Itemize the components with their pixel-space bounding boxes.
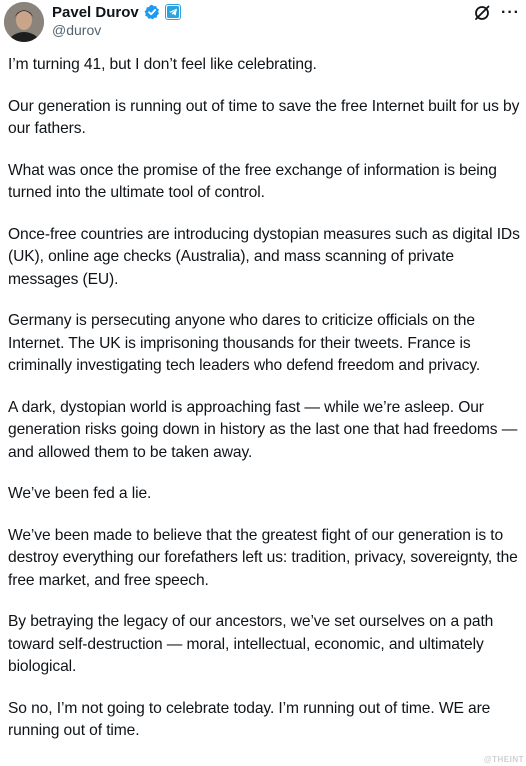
post-paragraph: I’m turning 41, but I don’t feel like celebrating. — [8, 56, 317, 73]
watermark: @THEINT — [483, 755, 524, 764]
post-paragraph: We’ve been made to believe that the greatest fight of our generation is to destroy everything our forefathers left us: tradition, privacy, sovereignty, the free market, and free speech. — [8, 526, 518, 589]
post-actions — [473, 4, 520, 22]
grok-icon[interactable] — [473, 4, 491, 22]
post-paragraph: What was once the promise of the free exchange of information is being turned into the ultimate tool of control. — [8, 161, 497, 201]
verified-badge-icon — [144, 4, 160, 20]
post-text — [8, 54, 520, 762]
more-options-button[interactable]: ··· — [501, 4, 520, 21]
author-display-name[interactable]: Pavel Durov — [52, 3, 139, 21]
telegram-affiliate-icon[interactable] — [165, 4, 181, 20]
post-paragraph: Our generation is running out of time to save the free Internet built for us by our fathers. — [8, 97, 520, 137]
avatar[interactable] — [4, 2, 44, 42]
post-paragraph: So no, I’m not going to celebrate today. I’m running out of time. WE are running out of time. — [8, 699, 491, 739]
post-paragraph: By betraying the legacy of our ancestors, we’ve set ourselves on a path toward self-destruction — moral, intellectual, economic, and ultimately biological. — [8, 613, 494, 675]
profile-photo-icon — [4, 2, 44, 42]
post-header — [0, 0, 526, 50]
post-paragraph: Germany is persecuting anyone who dares to criticize officials on the Internet. The UK is imprisoning thousands for their tweets. France is criminally investigating tech leaders who defend freedom and privacy. — [8, 312, 481, 374]
post-paragraph: Once-free countries are introducing dystopian measures such as digital IDs (UK), online age checks (Australia), and mass scanning of private messages (EU). — [8, 225, 520, 288]
author-handle[interactable]: @durov — [52, 22, 102, 38]
author-name-row — [52, 2, 181, 22]
post-paragraph: A dark, dystopian world is approaching fast — while we’re asleep. Our generation risks going down in history as the last one that had freedoms — and allowed them to be taken away. — [8, 398, 518, 461]
post-paragraph: We’ve been fed a lie. — [8, 485, 152, 502]
